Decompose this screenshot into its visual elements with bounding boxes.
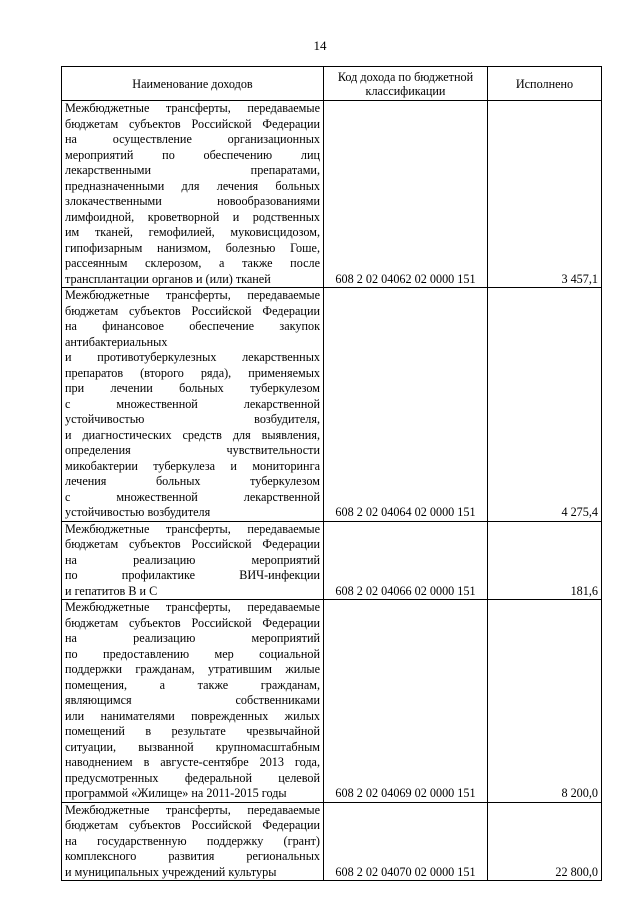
executed-amount-cell: 4 275,4 [488, 288, 602, 522]
revenue-name-line: помещений в результате чрезвычайной [65, 724, 320, 738]
table-row [62, 101, 602, 288]
budget-code-cell: 608 2 02 04070 02 0000 151 [324, 802, 488, 881]
revenue-name-line: Межбюджетные трансферты, передаваемые [65, 288, 320, 302]
revenue-name-line: на реализацию мероприятий [65, 631, 320, 645]
revenue-name-line: или нанимателями поврежденных жилых [65, 708, 320, 723]
revenue-name-line: предназначенными для лечения больных [65, 178, 320, 193]
revenue-name-line: гипофизарным нанизмом, болезнью Гоше, [65, 240, 320, 255]
revenue-name-line: на государственную поддержку (грант) [65, 833, 320, 848]
revenue-name-line: наводнением в августе-сентябре 2013 года, [65, 755, 320, 769]
revenue-name-cell [62, 101, 324, 288]
revenue-name-line: с множественной лекарственной [65, 396, 320, 411]
revenue-name-line: бюджетам субъектов Российской Федерации [65, 116, 320, 131]
revenue-name-line: бюджетам субъектов Российской Федерации [65, 537, 320, 551]
revenue-name-line: рассеянным склерозом, а также после [65, 256, 320, 270]
revenue-name-cell [62, 802, 324, 881]
executed-amount-cell: 181,6 [488, 521, 602, 600]
revenue-name-cell [62, 288, 324, 522]
revenue-name-line: бюджетам субъектов Российской Федерации [65, 303, 320, 318]
revenue-name-line: мероприятий по обеспечению лиц [65, 147, 320, 162]
revenue-name-line: бюджетам субъектов Российской Федерации [65, 615, 320, 630]
column-header-name: Наименование доходов [62, 67, 324, 101]
revenue-name-line: по профилактике ВИЧ-инфекции [65, 568, 320, 582]
budget-code-cell: 608 2 02 04064 02 0000 151 [324, 288, 488, 522]
revenue-name-line: бюджетам субъектов Российской Федерации [65, 818, 320, 832]
revenue-name-line: предусмотренных федеральной целевой [65, 770, 320, 785]
revenue-name-line: лекарственными препаратами, [65, 163, 320, 177]
revenue-name-line: и диагностических средств для выявления, [65, 427, 320, 442]
budget-code-cell: 608 2 02 04069 02 0000 151 [324, 600, 488, 803]
revenue-name-line: с множественной лекарственной [65, 489, 320, 504]
revenue-name-line: препаратов (второго ряда), применяемых [65, 365, 320, 380]
revenue-name-line: по предоставлению мер социальной [65, 646, 320, 661]
revenue-name-line: программой «Жилище» на 2011-2015 годы [65, 786, 287, 800]
column-header-executed: Исполнено [488, 67, 602, 101]
revenue-name-line: микобактерии туберкулеза и мониторинга [65, 458, 320, 473]
revenue-name-line: Межбюджетные трансферты, передаваемые [65, 521, 320, 536]
executed-amount-cell: 3 457,1 [488, 101, 602, 288]
page-number: 14 [313, 38, 327, 53]
column-header-code: Код дохода по бюджетной классификации [324, 67, 488, 101]
revenue-name-line: являющимся собственниками [65, 693, 320, 707]
revenue-name-line: Межбюджетные трансферты, передаваемые [65, 802, 320, 817]
revenue-name-line: устойчивостью возбудителя, [65, 412, 320, 426]
revenue-name-line: им тканей, гемофилией, муковисцидозом, [65, 225, 320, 239]
revenue-name-line: на реализацию мероприятий [65, 552, 320, 567]
revenue-name-line: определения чувствительности [65, 443, 320, 457]
budget-code-cell: 608 2 02 04062 02 0000 151 [324, 101, 488, 288]
revenue-name-line: лимфоидной, кроветворной и родственных [65, 209, 320, 224]
revenue-name-line: лечения больных туберкулезом [65, 474, 320, 488]
revenue-name-line: антибактериальных [65, 334, 168, 349]
revenue-name-line: помещения, а также гражданам, [65, 677, 320, 692]
revenue-name-line: и противотуберкулезных лекарственных [65, 350, 320, 364]
revenue-table [61, 66, 602, 881]
revenue-name-line: и муниципальных учреждений культуры [65, 864, 277, 879]
revenue-name-line: трансплантации органов и (или) тканей [65, 271, 271, 286]
revenue-name-line: и гепатитов В и С [65, 583, 158, 598]
revenue-name-line: на финансовое обеспечение закупок [65, 319, 320, 333]
revenue-name-line: Межбюджетные трансферты, передаваемые [65, 101, 320, 115]
revenue-name-line: Межбюджетные трансферты, передаваемые [65, 600, 320, 614]
table-header-row [62, 67, 602, 101]
executed-amount-cell: 8 200,0 [488, 600, 602, 803]
budget-code-cell: 608 2 02 04066 02 0000 151 [324, 521, 488, 600]
table-row [62, 521, 602, 600]
table-row [62, 802, 602, 881]
revenue-name-line: комплексного развития региональных [65, 849, 320, 863]
executed-amount-cell: 22 800,0 [488, 802, 602, 881]
revenue-name-line: злокачественными новообразованиями [65, 194, 320, 208]
revenue-name-cell [62, 521, 324, 600]
revenue-name-line: поддержки гражданам, утратившим жилые [65, 662, 320, 676]
revenue-name-cell [62, 600, 324, 803]
table-row [62, 288, 602, 522]
revenue-name-line: на осуществление организационных [65, 132, 320, 146]
revenue-name-line: ситуации, вызванной крупномасштабным [65, 739, 320, 754]
revenue-name-line: устойчивостью возбудителя [65, 505, 211, 519]
table-row [62, 600, 602, 803]
revenue-name-line: при лечении больных туберкулезом [65, 381, 320, 395]
